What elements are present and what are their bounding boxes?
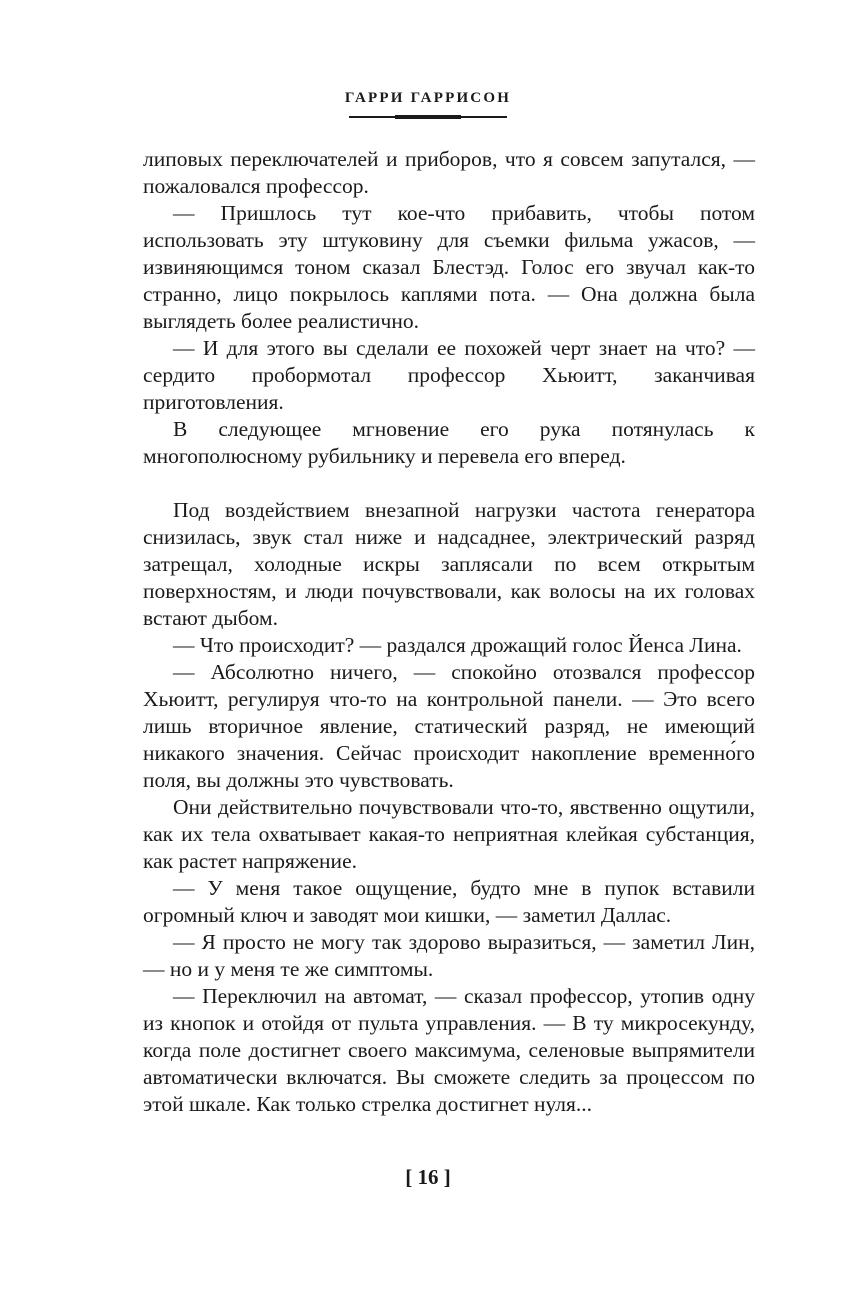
paragraph: Под воздействием внезапной нагрузки частота генератора снизилась, звук стал ниже и надсаднее, электрический разряд затрещал, холодные искры заплясали по всем открытым поверхностям, и люди почувствовали, как волосы на их головах встают дыбом. xyxy=(143,498,755,630)
running-header-author: ГАРРИ ГАРРИСОН xyxy=(344,90,512,106)
paragraph: — Переключил на автомат, — сказал профессор, утопив одну из кнопок и отойдя от пульта управления. — В ту микросекунду, когда поле достигнет своего максимума, селеновые выпрямители автоматически включатся. Вы сможете следить за процессом по этой шкале. Как только стрелка достигнет нуля... xyxy=(143,984,755,1116)
paragraph: — И для этого вы сделали ее похожей черт знает на что? — сердито пробормотал профессор Хьюитт, заканчивая приготовления. xyxy=(143,336,755,414)
paragraph: — Я просто не могу так здорово выразиться, — заметил Лин, — но и у меня те же симптомы. xyxy=(143,930,755,981)
paragraph: В следующее мгновение его рука потянулась к многополюсному рубильнику и перевела его вперед. xyxy=(143,417,755,468)
paragraph: липовых переключателей и приборов, что я совсем запутался, — пожаловался профессор. xyxy=(143,147,755,198)
paragraph: — Пришлось тут кое-что прибавить, чтобы потом использовать эту штуковину для съемки фильма ужасов, — извиняющимся тоном сказал Блестэд. Голос его звучал как-то странно, лицо покрылось каплями пота. — Она должна была выглядеть более реалистично. xyxy=(143,201,755,333)
page-number: [ 16 ] xyxy=(405,1165,451,1189)
paragraph: — Что происходит? — раздался дрожащий голос Йенса Лина. xyxy=(173,633,742,657)
body-text xyxy=(143,146,755,1118)
paragraph: — У меня такое ощущение, будто мне в пупок вставили огромный ключ и заводят мои кишки, — заметил Даллас. xyxy=(143,876,755,927)
paragraph: — Абсолютно ничего, — спокойно отозвался профессор Хьюитт, регулируя что-то на контрольной панели. — Это всего лишь вторичное явление, статический разряд, не имеющий никакого значения. Сейчас происходит накопление временно́го поля, вы должны это чувствовать. xyxy=(143,660,755,792)
paragraph: Они действительно почувствовали что-то, явственно ощутили, как их тела охватывает какая-то неприятная клейкая субстанция, как растет напряжение. xyxy=(143,795,755,873)
header-rule-accent xyxy=(395,115,461,119)
header-rule xyxy=(349,116,507,118)
running-header xyxy=(0,88,856,118)
